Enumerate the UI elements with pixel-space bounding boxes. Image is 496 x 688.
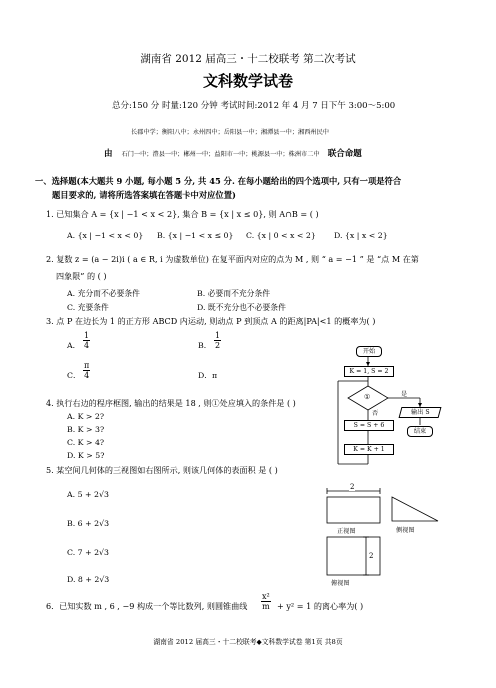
fraction-numerator: x² [262, 592, 270, 601]
front-view-label: 正视图 [337, 528, 356, 535]
question-3-option-a-label: A． [67, 341, 81, 350]
exam-meta: 总分:150 分 时量:120 分钟 考试时间:2012 年 4 月 7 日下午 3:00～5:00 [112, 101, 396, 111]
question-5-option-d: D. 8 + 2√3 [67, 575, 110, 584]
question-5-option-a: A. 5 + 2√3 [67, 490, 109, 499]
schools-list: 石门一中；澧县一中；郴州一中；益阳市一中；桃源县一中；株洲市二中 [121, 151, 320, 158]
top-view-dimension: 2 [369, 552, 374, 560]
page-footer: 湖南省 2012 届高三・十二校联考◆文科数学试卷 第1页 共8页 [153, 638, 343, 646]
side-view-label: 侧视图 [396, 527, 415, 534]
question-3-option-b-label: B． [198, 341, 212, 350]
flowchart-yes-label: 是 [401, 391, 408, 398]
flowchart-condition: ① [364, 393, 371, 401]
fraction-numerator: π [84, 361, 90, 370]
question-4-option-c: C. K > 4? [67, 438, 105, 447]
question-4-option-b: B. K > 3? [67, 425, 105, 434]
section-heading-line-1: 一、选择题(本大题共 9 小题, 每小题 5 分, 共 45 分. 在每小题给出的四个选项中, 只有一项是符合 [35, 176, 402, 186]
question-3-option-c-label: C． [67, 371, 81, 380]
schools-line-1: 长郡中学；衡阳八中；永州四中；岳阳县一中；湘潭县一中；湘西州民中 [131, 129, 329, 136]
fraction-numerator: 1 [84, 331, 90, 340]
schools-prefix: 由 [104, 149, 113, 159]
question-1-option-d: D. {x | x < 2} [334, 231, 388, 240]
flowchart-end: 结束 [407, 426, 433, 437]
front-view-dimension: 2 [350, 483, 355, 491]
question-2-option-c: C. 充要条件 [67, 303, 109, 312]
question-6-stem-start: 6．已知实数 m , 6 , −9 构成一个等比数列, 则圆锥曲线 [46, 601, 248, 611]
question-1-option-b: B. {x | −1 < x ≤ 0} [157, 231, 234, 240]
question-6-fraction [261, 592, 271, 612]
top-view-label: 俯视图 [331, 580, 350, 587]
flowchart-no-label: 否 [372, 410, 379, 417]
flowchart-update-k: K = K + 1 [344, 444, 394, 455]
schools-suffix: 联合命题 [327, 149, 362, 159]
question-2-option-b: B. 必要而不充分条件 [197, 289, 271, 298]
question-3-stem: 3. 点 P 在边长为 1 的正方形 ABCD 内运动, 则动点 P 到顶点 A 的距离|PA|<1 的概率为( ) [46, 316, 376, 326]
question-2-stem: 2. 复数 z = (a − 2i)i ( a ∈ R, i 为虚数单位) 在复平面内对应的点为 M , 则 “ a = −1 ” 是 “点 M 在第 [46, 254, 419, 264]
question-5-option-c: C. 7 + 2√3 [67, 548, 109, 557]
question-6-stem-end: + y² = 1 的离心率为( ) [277, 601, 364, 611]
flowchart-init-box: K = 1, S = 2 [344, 366, 394, 377]
flowchart-update-s: S = S + 6 [344, 420, 394, 431]
question-1-option-a: A. {x | −1 < x < 0} [67, 231, 144, 240]
flowchart-start: 开始 [356, 346, 382, 357]
question-4-option-d: D. K > 5? [67, 451, 105, 460]
question-3-option-d: D．π [198, 371, 218, 380]
fraction-denominator: 2 [215, 341, 221, 350]
exam-header-line: 湖南省 2012 届高三・十二校联考 第二次考试 [140, 53, 356, 65]
question-2-option-a: A. 充分而不必要条件 [67, 289, 140, 298]
section-heading-line-2: 题目要求的, 请将所选答案填在答题卡中对应位置) [52, 190, 236, 200]
fraction-denominator: m [262, 602, 270, 611]
question-4-option-a: A. K > 2? [67, 412, 105, 421]
question-5-stem: 5. 某空间几何体的三视图如右图所示, 则该几何体的表面积 是 ( ) [46, 465, 278, 475]
fraction-denominator: 4 [84, 341, 90, 350]
question-2-stem-cont: 四象限” 的 ( ) [56, 271, 107, 281]
fraction-denominator: 4 [84, 371, 90, 380]
flowchart-output-label: 输出 S [410, 409, 430, 416]
fraction-numerator: 1 [215, 331, 221, 340]
question-4-stem: 4. 执行右边的程序框图, 输出的结果是 18 , 则①处应填入的条件是 ( ) [46, 398, 296, 408]
page-title: 文科数学试卷 [202, 72, 293, 90]
question-1-option-c: C. {x | 0 < x < 2} [246, 231, 316, 240]
question-2-option-d: D. 既不充分也不必要条件 [197, 303, 286, 312]
question-1-stem: 1. 已知集合 A = {x | −1 < x < 2}, 集合 B = {x | x ≤ 0}, 则 A∩B = ( ) [46, 209, 319, 219]
question-5-option-b: B. 6 + 2√3 [67, 519, 110, 528]
